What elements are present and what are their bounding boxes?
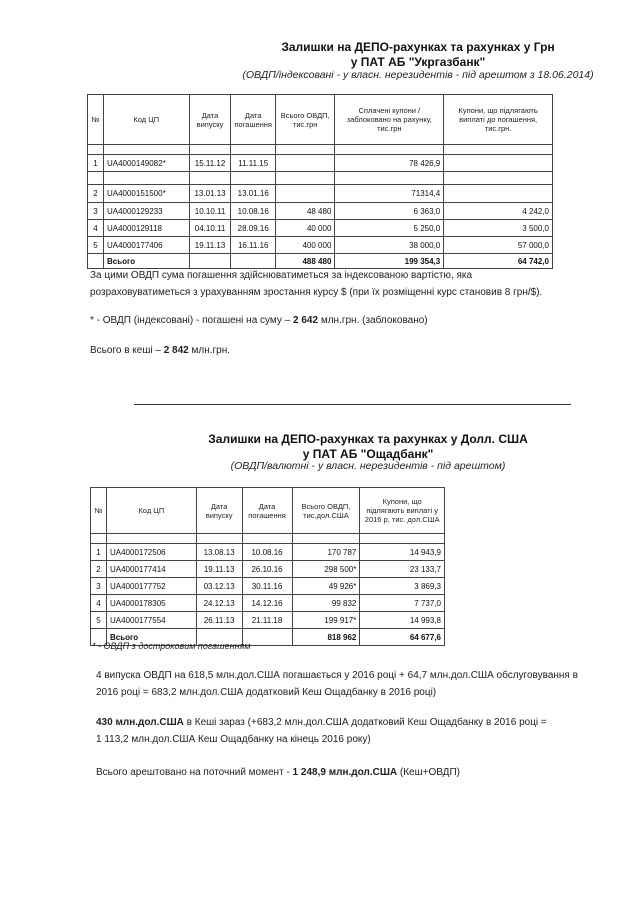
cell-total: 199 917*: [292, 612, 360, 629]
cell-paid: 71314,4: [335, 185, 444, 203]
cell-coupons: 4 242,0: [444, 203, 553, 220]
text: в Кеші зараз (+683,2 млн.дол.США додатковий Кеш Ощадбанку в 2016 році =: [183, 717, 547, 728]
cell-paid: 6 363,0: [335, 203, 444, 220]
header-maturity: Дата погашення: [242, 488, 292, 534]
cell-issue: 03.12.13: [196, 578, 242, 595]
table-row: [88, 155, 553, 172]
section-divider: [134, 404, 571, 405]
cell-issue: 24.12.13: [196, 595, 242, 612]
cell-issue: 10.10.11: [189, 203, 231, 220]
cell-num: 3: [91, 578, 107, 595]
spacer-row: [88, 145, 553, 155]
cell-issue: 04.10.11: [189, 220, 231, 237]
cell-code: UA4000177752: [106, 578, 196, 595]
table-row: [91, 612, 445, 629]
section2-paragraph-arrested: [96, 764, 460, 781]
cell-maturity: 16.11.16: [231, 237, 276, 254]
section1-table: [87, 94, 553, 269]
cell-code: UA4000178305: [106, 595, 196, 612]
section1-title-line1: Залишки на ДЕПО-рахунках та рахунках у Грн: [281, 40, 555, 54]
cell-paid: 78 426,9: [335, 155, 444, 172]
table-row: [88, 220, 553, 237]
cell-coupons: 3 869,3: [360, 578, 445, 595]
section2-subtitle: (ОВДП/валютні - у власн. нерезидентів - під арештом): [230, 460, 506, 472]
cell-code: UA4000151500*: [103, 185, 189, 203]
header-issue: Дата випуску: [196, 488, 242, 534]
para-line: розраховуватиметься з урахуванням зростання курсу $ (при їх розміщенні курс становив 8 грн/$).: [90, 287, 543, 298]
para-line: 2016 році = 683,2 млн.дол.США додатковий Кеш Ощадбанку в 2016 році): [96, 687, 437, 698]
section1-subtitle: (ОВДП/індексовані - у власн. нерезидентів - під арештом з 18.06.2014): [242, 69, 594, 81]
cell-num: 3: [88, 203, 104, 220]
cell-coupons: [444, 185, 553, 203]
table-row: [88, 203, 553, 220]
cell-coupons: 3 500,0: [444, 220, 553, 237]
cell-issue: 19.11.13: [196, 561, 242, 578]
cell-coupons: 14 943,9: [360, 544, 445, 561]
cell-num: 1: [91, 544, 107, 561]
header-code: Код ЦП: [103, 95, 189, 145]
header-issue: Дата випуску: [189, 95, 231, 145]
section1-paragraph-indexation: [90, 267, 630, 301]
cell-maturity: 13.01.16: [231, 185, 276, 203]
total-coupons: 64 742,0: [444, 254, 553, 269]
table-row: [91, 578, 445, 595]
cell-num: 4: [88, 220, 104, 237]
header-paid: Сплачені купони /заблоковано на рахунку, тис.грн: [335, 95, 444, 145]
section2-header-row: [91, 488, 445, 534]
cell-maturity: 21.11.18: [242, 612, 292, 629]
text: * - ОВДП (індексовані) - погашені на суму –: [90, 315, 294, 326]
header-coupons: Купони, що підлягають виплаті у 2016 р, тис. дол.США: [360, 488, 445, 534]
text: млн.грн.: [188, 345, 231, 356]
section2-footnote: * - ОВДП з достроковим погашенням: [92, 641, 251, 651]
cell-num: 4: [91, 595, 107, 612]
cash-amount: 2 842: [163, 345, 189, 356]
cell-coupons: [444, 155, 553, 172]
cell-issue: 13.01.13: [189, 185, 231, 203]
para-line: 4 випуска ОВДП на 618,5 млн.дол.США погашається у 2016 році + 64,7 млн.дол.США обслуговування в: [96, 670, 578, 681]
spacer-row: [88, 172, 553, 185]
cell-issue: 13.08.13: [196, 544, 242, 561]
cell-coupons: 14 993,8: [360, 612, 445, 629]
header-num: №: [91, 488, 107, 534]
cell-paid: 5 250,0: [335, 220, 444, 237]
cell-num: 2: [91, 561, 107, 578]
cell-code: UA4000149082*: [103, 155, 189, 172]
total-paid: 199 354,3: [335, 254, 444, 269]
table-row: [91, 544, 445, 561]
cell-code: UA4000177554: [106, 612, 196, 629]
section1-title-line2: у ПАТ АБ "Укргазбанк": [350, 55, 486, 69]
table-row: [91, 595, 445, 612]
section2-paragraph-cash: [96, 714, 626, 748]
cell-total: 400 000: [275, 237, 334, 254]
text: Всього арештовано на поточний момент -: [96, 767, 293, 778]
section2-title-line1: Залишки на ДЕПО-рахунках та рахунках у Долл. США: [208, 432, 528, 446]
para-line: 1 113,2 млн.дол.США Кеш Ощадбанку на кінець 2016 року): [96, 734, 371, 745]
cell-code: UA4000129118: [103, 220, 189, 237]
cell-total: 40 000: [275, 220, 334, 237]
cell-total: 48 480: [275, 203, 334, 220]
cell-total: 49 926*: [292, 578, 360, 595]
cell-maturity: 30.11.16: [242, 578, 292, 595]
total-label: Всього: [103, 254, 189, 269]
total-label: Всього: [106, 629, 196, 646]
text: (Кеш+ОВДП): [397, 767, 460, 778]
text: млн.грн. (заблоковано): [318, 315, 428, 326]
table-row: [88, 237, 553, 254]
cell-total: [275, 185, 334, 203]
cell-code: UA4000177414: [106, 561, 196, 578]
cell-num: 5: [91, 612, 107, 629]
arrested-amount: 1 248,9 млн.дол.США: [292, 767, 398, 778]
cell-code: UA4000172506: [106, 544, 196, 561]
section2-paragraph-repayment: [96, 667, 626, 701]
cell-paid: 38 000,0: [335, 237, 444, 254]
header-maturity: Дата погашення: [231, 95, 276, 145]
cell-code: UA4000129233: [103, 203, 189, 220]
cell-code: UA4000177406: [103, 237, 189, 254]
section1-paragraph-cash: [90, 342, 230, 359]
cell-maturity: 28.09.16: [231, 220, 276, 237]
cell-coupons: 7 737,0: [360, 595, 445, 612]
cell-num: 1: [88, 155, 104, 172]
header-total: Всього ОВДП, тис.дол.США: [292, 488, 360, 534]
cell-total: 99 832: [292, 595, 360, 612]
header-code: Код ЦП: [106, 488, 196, 534]
cell-maturity: 14.12.16: [242, 595, 292, 612]
cell-maturity: 10.08.16: [242, 544, 292, 561]
text: Всього в кеші –: [90, 345, 164, 356]
cell-maturity: 11.11.15: [231, 155, 276, 172]
cell-total: [275, 155, 334, 172]
section1-header-row: [88, 95, 553, 145]
section2-title-line2: у ПАТ АБ "Ощадбанк": [302, 447, 434, 461]
blocked-amount: 2 642: [293, 315, 319, 326]
section2-table: [90, 487, 445, 646]
cell-maturity: 26.10.16: [242, 561, 292, 578]
spacer-row: [91, 534, 445, 544]
para-line: [96, 714, 626, 731]
cell-issue: 19.11.13: [189, 237, 231, 254]
table-row: [88, 185, 553, 203]
section1-paragraph-blocked: [90, 312, 428, 329]
total-total: 818 962: [292, 629, 360, 646]
cell-num: 2: [88, 185, 104, 203]
cell-coupons: 23 133,7: [360, 561, 445, 578]
table-row: [91, 561, 445, 578]
para-line: За цими ОВДП сума погашення здійснюватиметься за індексованою вартістю, яка: [90, 270, 473, 281]
section1-title: [0, 40, 640, 70]
cell-issue: 26.11.13: [196, 612, 242, 629]
cell-total: 298 500*: [292, 561, 360, 578]
section2-title: [0, 432, 640, 462]
cell-total: 170 787: [292, 544, 360, 561]
cell-coupons: 57 000,0: [444, 237, 553, 254]
header-total: Всього ОВДП, тис.грн: [275, 95, 334, 145]
cell-issue: 15.11.12: [189, 155, 231, 172]
total-coupons: 64 677,6: [360, 629, 445, 646]
total-total: 488 480: [275, 254, 334, 269]
header-num: №: [88, 95, 104, 145]
header-coupons: Купони, що підлягають виплаті до погашення, тис.грн.: [444, 95, 553, 145]
cash-amount: 430 млн.дол.США: [96, 717, 184, 728]
cell-num: 5: [88, 237, 104, 254]
cell-maturity: 10.08.16: [231, 203, 276, 220]
